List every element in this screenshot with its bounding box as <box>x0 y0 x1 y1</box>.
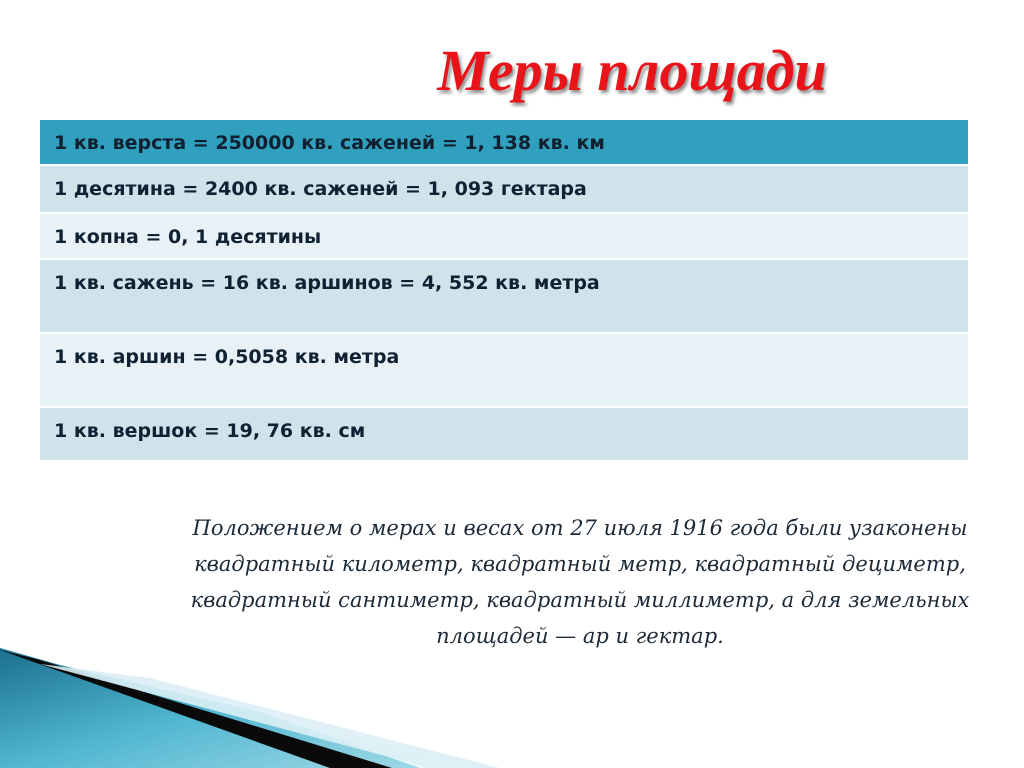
table-row: 1 десятина = 2400 кв. саженей = 1, 093 гектара <box>40 166 968 214</box>
table-row: 1 кв. сажень = 16 кв. аршинов = 4, 552 кв. метра <box>40 260 968 334</box>
area-measures-table <box>40 120 968 462</box>
page-title: Меры площади <box>437 38 827 103</box>
table-row: 1 кв. аршин = 0,5058 кв. метра <box>40 334 968 408</box>
table-row: 1 кв. вершок = 19, 76 кв. см <box>40 408 968 462</box>
table-row: 1 копна = 0, 1 десятины <box>40 214 968 260</box>
historical-note: Положением о мерах и весах от 27 июля 1916 года были узаконены квадратный километр, квадратный метр, квадратный дециметр, квадратный сантиметр, квадратный миллиметр, а для земельных площадей — ар и гектар. <box>190 516 970 648</box>
table-row: 1 кв. верста = 250000 кв. саженей = 1, 138 кв. км <box>40 120 968 166</box>
